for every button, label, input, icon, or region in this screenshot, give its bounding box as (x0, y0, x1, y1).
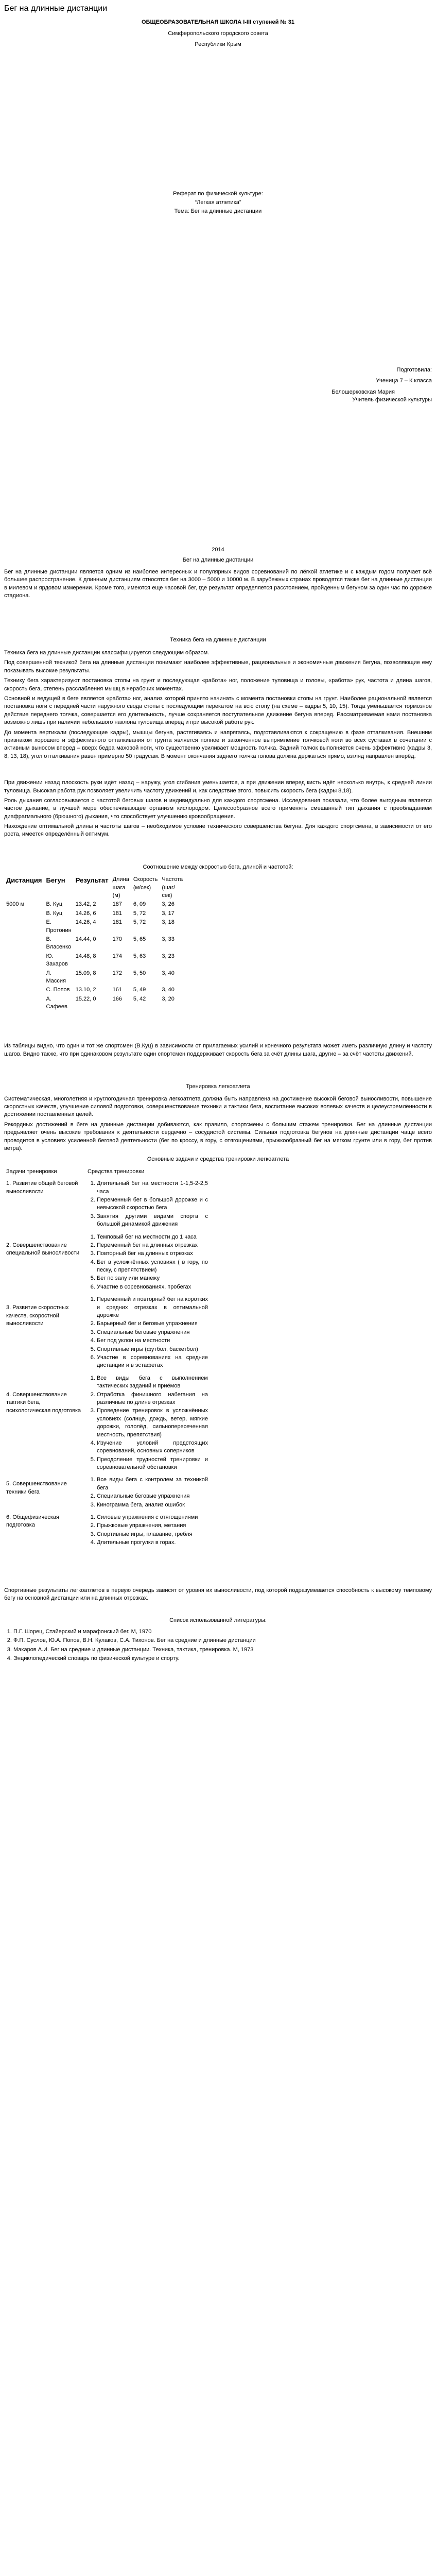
technique-paragraph: Под совершенной техникой бега на длинные дистанции понимают наиболее эффективные, рациональные и экономичные движения бегуна, позволяющие ему показывать высокие результаты. (4, 659, 432, 674)
list-item: 2. Ф.П. Суслов, Ю.А. Попов, В.Н. Кулаков, С.А. Тихонов. Бег на средние и длинные дистанции (13, 1637, 432, 1645)
list-item: 5. Спортивные игры (футбол, баскетбол) (97, 1346, 208, 1353)
task-cell: 5. Совершенствование техники бега (6, 1481, 67, 1495)
table-row (4, 1231, 210, 1294)
list-item: 4. Изучение условий предстоящих соревнований, основных соперников (97, 1439, 208, 1455)
length-cell: 161 (112, 987, 122, 993)
speed-cell: 5, 72 (133, 910, 146, 917)
report-line-3: Тема: Бег на длинные дистанции (174, 208, 262, 215)
runner-cell: С. Попов (46, 987, 70, 993)
list-item: 1. Переменный и повторный бег на коротких и средних отрезках в оптимальной дорожке (97, 1296, 208, 1319)
teacher-label: Учитель физической культуры (352, 396, 432, 403)
training-paragraph: Рекордных достижений в беге на длинные дистанции добиваются, как правило, спортсмены с большим стажем тренировки. Бег на длинные дистанции предъявляет очень высокие требования к деятельности сердечно – сосудистой системы. Сильная подготовка бегунов на длинные дистанции чаще всего проводится в условиях усиленной беговой деятельности (бег по кроссу, в гору, с отягощениями, прыжкообразный бег на мягком грунте или в гору, бег против ветра). (4, 1121, 432, 1151)
result-cell: 13.10, 2 (75, 987, 96, 993)
result-cell: 14.44, 0 (75, 936, 96, 942)
speed-heading: Соотношение между скоростью бега, длиной и частотой: (143, 863, 293, 870)
runner-cell: В. Куц (46, 910, 63, 917)
runner-cell: В. Власенко (46, 936, 72, 951)
prepared-label: Подготовила: (396, 366, 432, 373)
technique-section (4, 636, 432, 839)
freq-cell: 3, 23 (162, 953, 175, 959)
col-means: Средства тренировки (88, 1168, 145, 1175)
list-item: 4. Бег в усложнённых условиях ( в гору, по песку, с препятствием) (97, 1259, 208, 1275)
result-cell: 14.26, 6 (75, 910, 96, 917)
col-speed: Скорость (м/сек) (133, 876, 158, 891)
republic-name: Республики Крым (195, 41, 241, 48)
table-row (4, 909, 185, 918)
length-cell: 172 (112, 970, 122, 976)
length-cell: 174 (112, 953, 122, 959)
speed-cell: 6, 09 (133, 901, 146, 908)
runner-cell: Л. Массия (46, 970, 66, 984)
length-cell: 170 (112, 936, 122, 942)
result-cell: 14.26, 4 (75, 919, 96, 926)
length-cell: 181 (112, 910, 122, 917)
speed-cell: 5, 50 (133, 970, 146, 976)
table-row (4, 952, 185, 969)
report-line-2: “Легкая атлетика” (195, 199, 241, 206)
title-page-header (4, 19, 432, 48)
col-freq: Частота (шаг/сек) (162, 876, 183, 899)
list-item: 1. Длительный бег на местности 1-1,5-2-2,5 часа (97, 1180, 208, 1196)
table-row (4, 900, 185, 909)
list-item: 2. Специальные беговые упражнения (97, 1493, 208, 1500)
school-name: ОБЩЕОБРАЗОВАТЕЛЬНАЯ ШКОЛА I-III ступеней № 31 (142, 19, 294, 26)
freq-cell: 3, 26 (162, 901, 175, 908)
result-cell: 13.42, 2 (75, 901, 96, 908)
means-cell (85, 1372, 210, 1475)
freq-cell: 3, 20 (162, 995, 175, 1002)
result-cell: 14.48, 8 (75, 953, 96, 959)
freq-cell: 3, 33 (162, 936, 175, 942)
student-name: Белошерковская Мария (332, 388, 395, 395)
length-cell: 181 (112, 919, 122, 926)
col-tasks: Задачи тренировки (6, 1168, 57, 1175)
author-block (4, 366, 432, 404)
col-distance: Дистанция (6, 876, 42, 885)
intro-text: Бег на длинные дистанции является одним из наиболее интересных и популярных видов соревнований по лёгкой атлетике и с каждым годом получает всё большее распространение. К длинным дистанциям относятся бег на 3000 – 5000 и 10000 м. В зарубежных странах проводятся также бег на длинные дистанции в милевом и ярдовом измерении. Кроме того, имеются еще часовой бег, где результат определяется расстоянием, пройденным бегуном за один час по дорожке стадиона. (4, 569, 432, 599)
table-row (4, 935, 185, 952)
list-item: 2. Переменный бег на длинных отрезках (97, 1242, 208, 1249)
page-title: Бег на длинные дистанции (4, 4, 108, 13)
freq-cell: 3, 40 (162, 987, 175, 993)
technique-heading: Техника бега на длинные дистанции (170, 636, 266, 643)
references-heading: Список использованной литературы: (169, 1617, 267, 1624)
technique-paragraph: При движении назад плоскость руки идёт назад – наружу, угол сгибания уменьшается, а при движении вперед кисть идёт несколько внутрь, к средней линии туловища. Высокая работа рук позволяет увеличить частоту движений и, как следствие этого, повысить скорость бега (кадры 8,18). (4, 779, 432, 794)
report-title (4, 190, 432, 216)
intro-heading: Бег на длинные дистанции (182, 556, 254, 563)
means-cell (85, 1512, 210, 1550)
list-item: 4. Энциклопедический словарь по физической культуре и спорту. (13, 1655, 432, 1663)
technique-paragraph: Технику бега характеризуют постановка стопы на грунт и последующая «работа» ног, положение туловища и головы, «работа» рук, частота и длина шагов, скорость бега, степень расслабления мышц в нерабочих моментах. (4, 677, 432, 692)
list-item: 2. Барьерный бег и беговые упражнения (97, 1320, 208, 1328)
task-cell: 4. Совершенствование тактики бега, психологическая подготовка (6, 1391, 81, 1414)
table-row (4, 1178, 210, 1231)
runner-cell: Е. Протонин (46, 919, 72, 934)
list-item: 1. Все виды бега с выполнением тактических заданий и приёмов (97, 1375, 208, 1391)
technique-paragraph: Нахождение оптимальной длины и частоты шагов – необходимое условие технического совершенства бегуна. Для каждого спортсмена, в зависимости от его роста, имеется определённый оптимум. (4, 823, 432, 838)
technique-paragraph: Роль дыхания согласовывается с частотой беговых шагов и индивидуально для каждого спортсмена. Исследования показали, что более выгодным является частое дыхание, в лучшей мере обеспечивающее организм кислородом. Целесообразное всего применять смешанный тип дыхания с преобладанием диафрагмального (брюшного) дыхания, что способствует улучшению кровообращения. (4, 797, 432, 820)
means-cell (85, 1294, 210, 1372)
student-class: Ученица 7 – К класса (376, 378, 432, 384)
speed-cell: 5, 72 (133, 919, 146, 926)
list-item: 2. Прыжковые упражнения, метания (97, 1522, 208, 1530)
list-item: 3. Макаров А.И. Бег на средние и длинные дистанции. Техника, тактика, тренировка. М, 1973 (13, 1646, 432, 1654)
table-row (4, 918, 185, 935)
list-item: 4. Длительные прогулки в горах. (97, 1539, 208, 1547)
list-item: 3. Кинограмма бега, анализ ошибок (97, 1501, 208, 1509)
list-item: 3. Специальные беговые упражнения (97, 1329, 208, 1336)
list-item: 3. Занятия другими видами спорта с большой динамикой движения (97, 1213, 208, 1229)
list-item: 1. Все виды бега с контролем за техникой бега (97, 1476, 208, 1492)
result-cell: 15.22, 0 (75, 995, 96, 1002)
list-item: 1. Силовые упражнения с отягощениями (97, 1514, 208, 1521)
training-table-heading: Основные задачи и средства тренировки легкоатлета (147, 1156, 289, 1163)
runner-cell: А. Сафеев (46, 995, 67, 1010)
technique-paragraph: До момента вертикали (последующие кадры), мышцы бегуна, растягиваясь и напрягаясь, подготавливаются к сокращению в фазе отталкивания. Внешним признаком хорошего и эффективного отталкивания от грунта является полное и законченное выпрямление толчковой ноги во всех суставах в сочетании с активным выносом вперед – вверх бедра маховой ноги, что существенно усиливает мощность толчка. Задний толчок выполняется очень эффективно (кадры 3, 8, 13, 18), угол отталкивания равен примерно 50 градусам. В момент окончания заднего толчка голова должна держаться прямо, взгляд направлен вперёд. (4, 729, 432, 759)
table-row (4, 1294, 210, 1372)
speed-cell: 5, 65 (133, 936, 146, 942)
table-row (4, 1372, 210, 1475)
speed-cell: 5, 42 (133, 995, 146, 1002)
freq-cell: 3, 17 (162, 910, 175, 917)
list-item: 5. Бег по залу или манежу (97, 1275, 208, 1282)
col-length: Длина шага (м) (112, 876, 129, 899)
speed-cell: 5, 49 (133, 987, 146, 993)
list-item: 6. Участие в соревнованиях, пробегах (97, 1283, 208, 1291)
table-row (4, 1474, 210, 1512)
length-cell: 166 (112, 995, 122, 1002)
training-section (4, 1083, 432, 1549)
list-item: 2. Отработка финишного набегания на различные по длине отрезках (97, 1391, 208, 1407)
task-cell: 6. Общефизическая подготовка (6, 1514, 59, 1529)
training-heading: Тренировка легкоатлета (186, 1083, 250, 1090)
list-item: 5. Преодоление трудностей тренировки и соревновательной обстановки (97, 1456, 208, 1472)
table-row (4, 1512, 210, 1550)
references-section (4, 1617, 432, 1663)
col-runner: Бегун (46, 876, 65, 885)
table-row (4, 995, 185, 1012)
task-cell: 1. Развитие общей беговой выносливости (6, 1180, 78, 1195)
year: 2014 (212, 547, 224, 553)
means-cell (85, 1474, 210, 1512)
speed-section (4, 863, 432, 1012)
list-item: 4. Бег под уклон на местности (97, 1337, 208, 1345)
list-item: 3. Повторный бег на длинных отрезках (97, 1250, 208, 1258)
list-item: 1. П.Г. Шорец, Стайерский и марафонский бег. М, 1970 (13, 1628, 432, 1636)
list-item: 1. Темповый бег на местности до 1 часа (97, 1233, 208, 1241)
freq-cell: 3, 18 (162, 919, 175, 926)
speed-cell: 5, 63 (133, 953, 146, 959)
result-cell: 15.09, 8 (75, 970, 96, 976)
distance-cell: 5000 м (6, 901, 25, 908)
col-result: Результат (75, 876, 109, 885)
report-line-1: Реферат по физической культуре: (173, 190, 263, 197)
intro-section (4, 556, 432, 600)
after-table-text: Из таблицы видно, что один и тот же спортсмен (В.Куц) в зависимости от прилагаемых усилий и конечного результата может иметь различную длину и частоту шагов. Видно также, что при одинаковом результате один спортсмен поддерживает скорость бега за счёт длины шага, другие – за счёт частоты движений. (4, 1043, 432, 1057)
list-item: 6. Участие в соревнованиях на средние дистанции и в эстафетах (97, 1354, 208, 1370)
list-item: 2. Переменный бег в большой дорожке и с невысокой скоростью бега (97, 1196, 208, 1212)
training-paragraph: Систематическая, многолетняя и круглогодичная тренировка легкоатлета должна быть направлена на достижение высокой беговой выносливости, повышение скоростных качеств, улучшение силовой подготовки, совершенствование техники и тактики бега, воспитание высоких волевых качеств и целеустремлённости в достижении поставленных целей. (4, 1095, 432, 1118)
council-name: Симферопольского городского совета (168, 30, 268, 37)
means-cell (85, 1231, 210, 1294)
references-list (4, 1628, 432, 1663)
technique-paragraph: Техника бега на длинные дистанции классифицируется следующим образом. (4, 650, 210, 656)
speed-table (4, 875, 185, 1011)
means-cell (85, 1178, 210, 1231)
conclusion-text: Спортивные результаты легкоатлетов в первую очередь зависят от уровня их выносливости, под которой подразумевается способность к высокому темповому бегу на основной дистанции или на длинных отрезках. (4, 1587, 432, 1601)
runner-cell: Ю. Захаров (46, 953, 68, 968)
freq-cell: 3, 40 (162, 970, 175, 976)
training-table (4, 1166, 210, 1550)
list-item: 3. Проведение тренировок в усложнённых условиях (солнце, дождь, ветер, мягкие дорожки, гололёд, сильнопересеченная местность, препятствия) (97, 1407, 208, 1439)
runner-cell: В. Куц (46, 901, 63, 908)
length-cell: 187 (112, 901, 122, 908)
list-item: 3. Спортивные игры, плавание, гребля (97, 1531, 208, 1538)
table-row (4, 969, 185, 986)
task-cell: 2. Совершенствование специальной выносливости (6, 1242, 80, 1256)
table-row (4, 986, 185, 994)
task-cell: 3. Развитие скоростных качеств, скоростной выносливости (6, 1304, 69, 1327)
technique-paragraph: Основной и ведущей в беге является «работа» ног, анализ которой принято начинать с момента постановки стопы на грунт. Наиболее рациональной является постановка ноги с передней части наружного свода стопы с последующим перекатом на всю стопу (на схеме – кадры 5, 10, 15). Тогда уменьшается тормозное действие переднего толчка, совершается его длительность, лучше сохраняется поступательное движение бегуна вперед. Рассматриваемая нами постановка возможно лишь при наличии небольшого наклона туловища вперед и при высокой работе рук. (4, 695, 432, 726)
